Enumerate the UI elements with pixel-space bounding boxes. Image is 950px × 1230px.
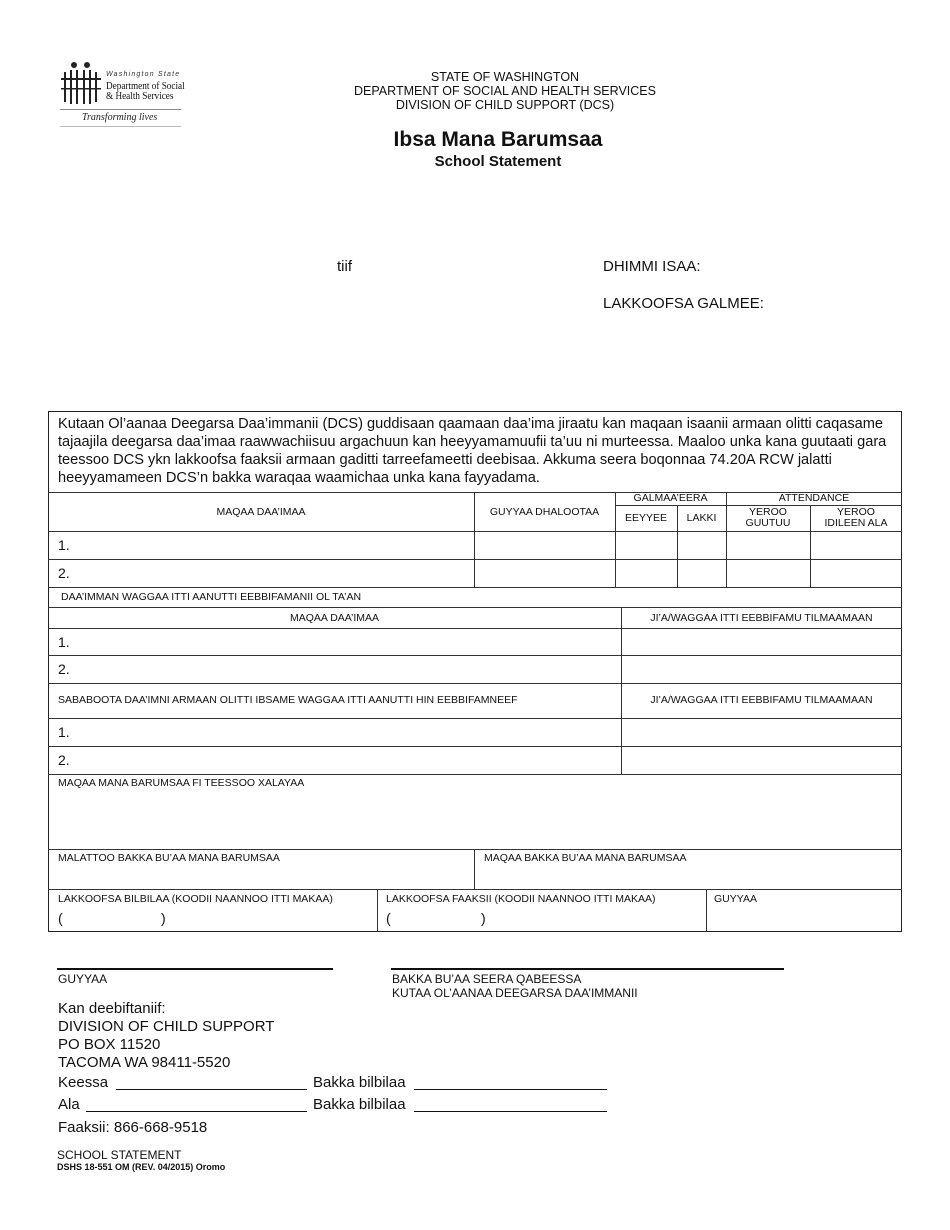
date-label: GUYYAA bbox=[714, 893, 757, 905]
col-yes: EEYYEE bbox=[624, 512, 668, 524]
bakka-bilbilaa-label: Bakka bilbilaa bbox=[313, 1096, 406, 1113]
form-number: DSHS 18-551 OM (REV. 04/2015) Oromo bbox=[57, 1162, 226, 1172]
phone-label: LAKKOOFSA BILBILAA (KOODII NAANNOO ITTI MAKAA) bbox=[58, 893, 333, 905]
logo-department: Department of Social & Health Services bbox=[106, 81, 185, 102]
table1-row-2: 2. bbox=[58, 565, 70, 581]
dshs-logo-icon bbox=[58, 60, 104, 106]
legal-rep-signature-line bbox=[391, 968, 784, 970]
col-child-name: MAQAA DAA’IMAA bbox=[289, 612, 380, 624]
fax-number: Faaksii: 866-668-9518 bbox=[58, 1119, 208, 1136]
table-rule bbox=[48, 849, 902, 850]
dhimmi-label: DHIMMI ISAA: bbox=[603, 258, 701, 275]
table-rule bbox=[48, 587, 902, 588]
table1-row-1: 1. bbox=[58, 537, 70, 553]
page-title: Ibsa Mana Barumsaa bbox=[393, 128, 603, 151]
graduating-heading: DAA’IMMAN WAGGAA ITTI AANUTTI EEBBIFAMANII OL TA’AN bbox=[61, 591, 362, 603]
keessa-label: Keessa bbox=[58, 1074, 109, 1091]
table-rule bbox=[48, 683, 902, 684]
col-graduation-date: JI’A/WAGGAA ITTI EEBBIFAMU TILMAAMAAN bbox=[650, 694, 873, 706]
table-rule bbox=[474, 849, 475, 889]
header-division: DIVISION OF CHILD SUPPORT (DCS) bbox=[395, 98, 615, 112]
intro-paragraph: Kutaan Ol’aanaa Deegarsa Daa’immanii (DCS) guddisaan qaamaan daa’ima jiraatu kan maqaan isaanii armaan olitti caqasame tajaajila deegarsa daa’imaa raawwachiisuu argachuun kan heeyyamamuufii ta’uu ni murteessa. Maaloo unka kana guutaati gara teessoo DCS ykn lakkoofsa faaksii armaan gaditti tarreefameetti deebisaa. Akkuma seera boqonnaa 74.20A RCW jalatti heeyyamameen DCS’n bakka waraqaa waamichaa unka kana fayyadama. bbox=[58, 416, 887, 486]
school-rep-signature-label: MALATTOO BAKKA BU’AA MANA BARUMSAA bbox=[58, 852, 280, 864]
table2-row-2: 2. bbox=[58, 661, 70, 677]
logo-tagline: Transforming lives bbox=[82, 112, 158, 123]
keessa-fill-line bbox=[116, 1089, 307, 1090]
table-rule bbox=[48, 718, 902, 719]
table-rule bbox=[48, 746, 902, 747]
bakka-bilbilaa-fill-line bbox=[414, 1089, 607, 1090]
group-attendance: ATTENDANCE bbox=[778, 492, 850, 504]
col-part-time: YEROO IDILEEN ALA bbox=[824, 506, 888, 529]
col-graduation-date: JI’A/WAGGAA ITTI EEBBIFAMU TILMAAMAAN bbox=[650, 612, 873, 624]
to-label: tiif bbox=[337, 258, 352, 275]
bakka-bilbilaa-label: Bakka bilbilaa bbox=[313, 1074, 406, 1091]
form-title: SCHOOL STATEMENT bbox=[57, 1148, 182, 1162]
fax-paren-open: ( bbox=[386, 910, 391, 926]
logo-divider bbox=[60, 126, 181, 127]
table-rule bbox=[48, 655, 902, 656]
col-reasons: SABABOOTA DAA’IMNI ARMAAN OLITTI IBSAME WAGGAA ITTI AANUTTI HIN EEBBIFAMNEEF bbox=[58, 694, 518, 706]
col-child-name: MAQAA DAA’IMAA bbox=[216, 506, 306, 518]
ala-fill-line bbox=[86, 1111, 307, 1112]
signoff-date-label: GUYYAA bbox=[58, 972, 108, 986]
table-rule bbox=[48, 889, 902, 890]
bakka-bilbilaa-fill-line bbox=[414, 1111, 607, 1112]
school-name-address-label: MAQAA MANA BARUMSAA FI TEESSOO XALAYAA bbox=[58, 777, 305, 789]
header-department: DEPARTMENT OF SOCIAL AND HEALTH SERVICES bbox=[354, 84, 656, 98]
table-rule bbox=[377, 889, 378, 932]
fax-label: LAKKOOFSA FAAKSII (KOODII NAANNOO ITTI MAKAA) bbox=[386, 893, 656, 905]
phone-paren-open: ( bbox=[58, 910, 63, 926]
group-enrolled: GALMAA’EERA bbox=[633, 492, 708, 504]
phone-paren-close: ) bbox=[161, 910, 166, 926]
table-rule bbox=[48, 628, 902, 629]
logo-divider bbox=[60, 109, 181, 110]
table2-row-1: 1. bbox=[58, 634, 70, 650]
table-rule bbox=[48, 559, 902, 560]
page-subtitle: School Statement bbox=[434, 153, 562, 170]
table3-row-2: 2. bbox=[58, 752, 70, 768]
col-full-time: YEROO GUUTUU bbox=[745, 506, 791, 529]
logo-state: Washington State bbox=[106, 71, 181, 78]
table-rule bbox=[615, 492, 616, 587]
header-state: STATE OF WASHINGTON bbox=[430, 70, 580, 84]
date-signature-line bbox=[57, 968, 333, 970]
school-rep-name-label: MAQAA BAKKA BU’AA MANA BARUMSAA bbox=[484, 852, 687, 864]
fax-paren-close: ) bbox=[481, 910, 486, 926]
legal-rep-label: BAKKA BU’AA SEERA QABEESSA KUTAA OL’AANAA DEEGARSA DAA’IMMANII bbox=[392, 972, 638, 1000]
return-address: Kan deebiftaniif: DIVISION OF CHILD SUPPORT PO BOX 11520 TACOMA WA 98411-5520 bbox=[58, 1000, 275, 1071]
table-rule bbox=[48, 607, 902, 608]
table-rule bbox=[48, 531, 902, 532]
case-number-label: LAKKOOFSA GALMEE: bbox=[603, 295, 764, 312]
table-rule bbox=[706, 889, 707, 932]
col-birth-date: GUYYAA DHALOOTAA bbox=[489, 506, 600, 518]
table-rule bbox=[48, 774, 902, 775]
col-no: LAKKI bbox=[686, 512, 717, 524]
table3-row-1: 1. bbox=[58, 724, 70, 740]
table-rule bbox=[621, 607, 622, 774]
ala-label: Ala bbox=[58, 1096, 80, 1113]
